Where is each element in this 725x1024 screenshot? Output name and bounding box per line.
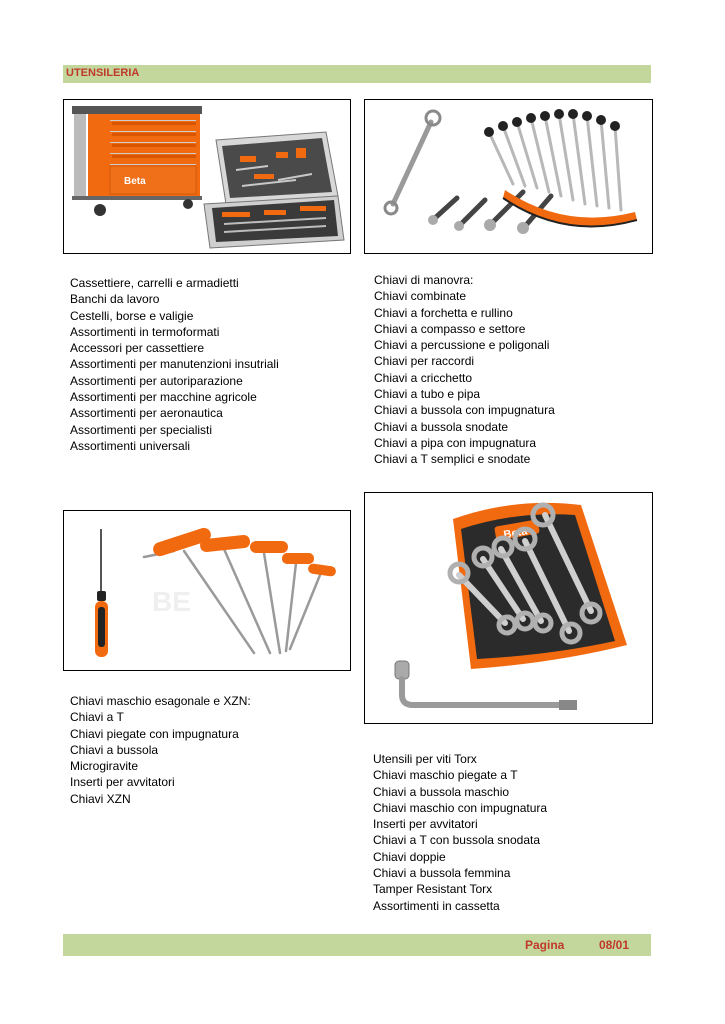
list-item: Chiavi a forchetta e rullino [374, 305, 513, 320]
page-title: UTENSILERIA [66, 67, 140, 79]
list-item: Chiavi maschio esagonale e XZN: [70, 694, 251, 708]
torx-wrench-set-icon [365, 493, 652, 723]
list-item: Chiavi a pipa con impugnatura [374, 435, 537, 450]
footer-band [63, 934, 651, 956]
image-tool-cabinet [63, 99, 351, 254]
list-torx [373, 751, 547, 914]
list-item: Chiavi per raccordi [374, 354, 475, 369]
list-hex-keys [70, 693, 251, 807]
list-item: Inserti per avvitatori [70, 775, 175, 790]
wrench-set-icon [365, 100, 652, 253]
cabinet-logo-text: Beta [124, 176, 146, 187]
list-item: Cassettiere, carrelli e armadietti [70, 276, 239, 290]
list-item: Chiavi a bussola con impugnatura [374, 403, 555, 418]
list-item: Banchi da lavoro [70, 292, 160, 307]
list-item: Tamper Resistant Torx [373, 882, 493, 897]
list-item: Chiavi doppie [373, 849, 446, 864]
list-item: Assortimenti universali [70, 438, 191, 453]
list-cabinets [70, 275, 279, 454]
list-item: Chiavi a percussione e poligonali [374, 338, 550, 353]
image-torx-set [364, 492, 653, 724]
list-item: Chiavi a T [70, 710, 124, 725]
list-item: Chiavi di manovra: [374, 273, 474, 287]
list-item: Chiavi a tubo e pipa [374, 387, 481, 402]
list-wrenches [374, 272, 555, 468]
list-item: Chiavi a bussola maschio [373, 784, 510, 799]
list-item: Microgiravite [70, 759, 139, 774]
list-item: Inserti per avvitatori [373, 817, 478, 832]
list-item: Utensili per viti Torx [373, 752, 477, 766]
list-item: Assortimenti in cassetta [373, 898, 500, 913]
footer-page-label: Pagina [525, 938, 565, 952]
list-item: Chiavi a compasso e settore [374, 321, 526, 336]
list-item: Chiavi a T con bussola snodata [373, 833, 540, 848]
image-hex-keys [63, 510, 351, 671]
list-item: Chiavi maschio piegate a T [373, 768, 518, 783]
list-item: Assortimenti per aeronautica [70, 406, 223, 421]
list-item: Assortimenti per specialisti [70, 422, 213, 437]
footer-page-number: 08/01 [599, 938, 630, 952]
image-wrench-set [364, 99, 653, 254]
list-item: Chiavi piegate con impugnatura [70, 726, 239, 741]
list-item: Chiavi maschio con impugnatura [373, 800, 548, 815]
list-item: Assortimenti per manutenzioni insutriali [70, 357, 279, 372]
list-item: Assortimenti per autoriparazione [70, 373, 243, 388]
svg-text:BE: BE [152, 586, 191, 617]
hex-key-set-icon [64, 511, 350, 670]
list-item: Chiavi combinate [374, 289, 467, 304]
list-item: Cestelli, borse e valigie [70, 308, 194, 323]
list-item: Chiavi a cricchetto [374, 370, 473, 385]
list-item: Chiavi a bussola femmina [373, 866, 511, 881]
roll-logo-text: Beta [502, 525, 529, 542]
list-item: Chiavi a bussola snodate [374, 419, 509, 434]
list-item: Chiavi a T semplici e snodate [374, 452, 531, 467]
tool-cabinet-and-case-icon [64, 100, 350, 253]
list-item: Assortimenti in termoformati [70, 324, 220, 339]
list-item: Chiavi a bussola [70, 742, 159, 757]
list-item: Chiavi XZN [70, 791, 131, 806]
header-band [63, 65, 651, 83]
list-item: Accessori per cassettiere [70, 341, 205, 356]
list-item: Assortimenti per macchine agricole [70, 390, 257, 405]
